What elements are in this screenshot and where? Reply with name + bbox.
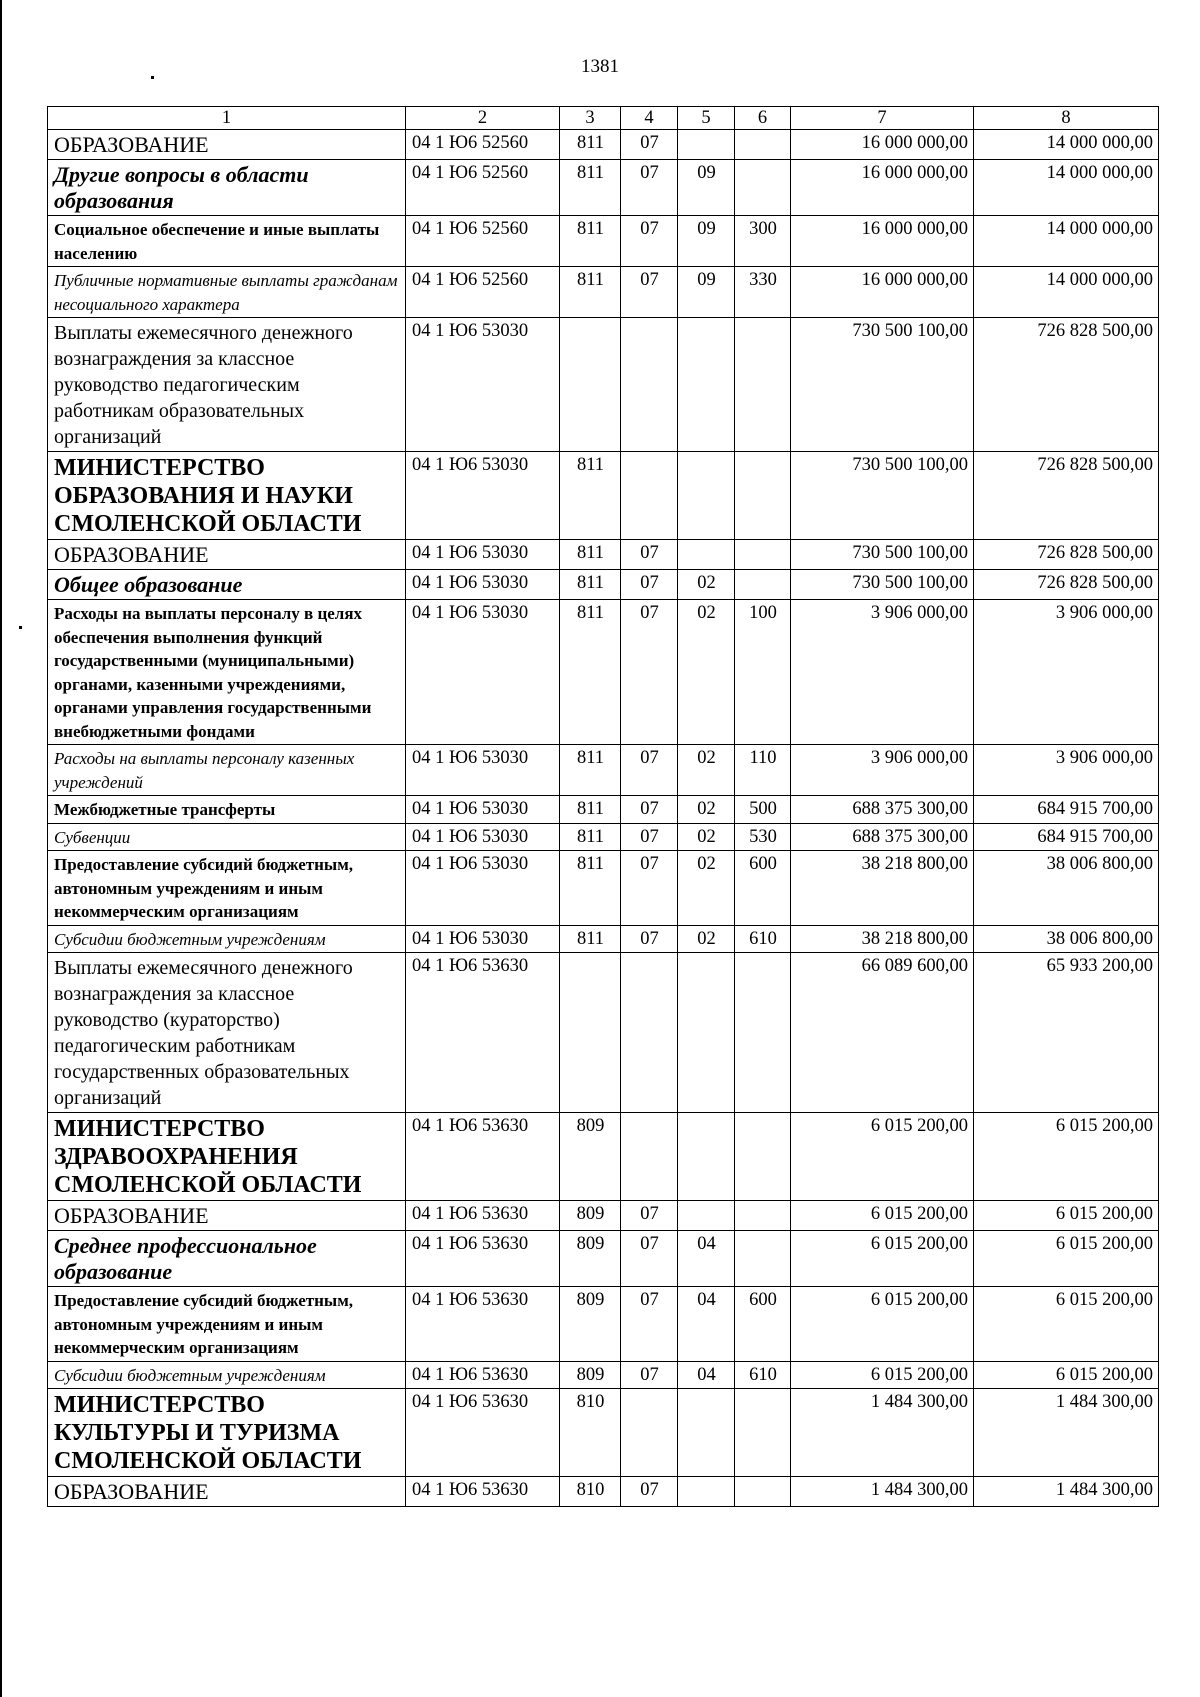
row-name: Публичные нормативные выплаты гражданам несоциального характера: [48, 267, 406, 318]
table-row: [48, 570, 1159, 600]
expense-type-code: [735, 1477, 791, 1507]
target-code: 04 1 Ю6 52560: [406, 216, 560, 267]
expense-type-code: 600: [735, 851, 791, 926]
row-name: Субсидии бюджетным учреждениям: [48, 925, 406, 953]
expense-type-code: [735, 318, 791, 452]
target-code: 04 1 Ю6 53630: [406, 953, 560, 1113]
grbs-code: [560, 318, 621, 452]
expense-type-code: 600: [735, 1287, 791, 1362]
grbs-code: 811: [560, 216, 621, 267]
table-row: [48, 600, 1159, 745]
subsection-code: 09: [678, 267, 735, 318]
subsection-code: 02: [678, 570, 735, 600]
table-row: [48, 1287, 1159, 1362]
table-row: [48, 452, 1159, 540]
section-code: 07: [621, 1361, 678, 1389]
subsection-code: [678, 953, 735, 1113]
target-code: 04 1 Ю6 53030: [406, 796, 560, 824]
target-code: 04 1 Ю6 53630: [406, 1361, 560, 1389]
section-code: 07: [621, 745, 678, 796]
target-code: 04 1 Ю6 53030: [406, 851, 560, 926]
amount-year-1: 3 906 000,00: [791, 600, 974, 745]
expense-type-code: [735, 953, 791, 1113]
amount-year-1: 688 375 300,00: [791, 823, 974, 851]
grbs-code: 811: [560, 570, 621, 600]
subsection-code: 02: [678, 851, 735, 926]
row-name: Социальное обеспечение и иные выплаты населению: [48, 216, 406, 267]
expense-type-code: 100: [735, 600, 791, 745]
row-name: Субсидии бюджетным учреждениям: [48, 1361, 406, 1389]
subsection-code: 04: [678, 1361, 735, 1389]
grbs-code: [560, 953, 621, 1113]
row-name: Среднее профессиональное образование: [48, 1231, 406, 1287]
section-code: 07: [621, 216, 678, 267]
amount-year-2: 726 828 500,00: [974, 540, 1159, 570]
section-code: 07: [621, 570, 678, 600]
row-name: Выплаты ежемесячного денежного вознаграждения за классное руководство (кураторство) педагогическим работникам государственных образовательных организаций: [48, 953, 406, 1113]
table-row: [48, 1361, 1159, 1389]
grbs-code: 811: [560, 925, 621, 953]
column-header: 7: [791, 107, 974, 130]
column-header: 3: [560, 107, 621, 130]
target-code: 04 1 Ю6 53630: [406, 1201, 560, 1231]
expense-type-code: [735, 160, 791, 216]
grbs-code: 809: [560, 1231, 621, 1287]
grbs-code: 809: [560, 1113, 621, 1201]
row-name: Предоставление субсидий бюджетным, автономным учреждениям и иным некоммерческим организациям: [48, 1287, 406, 1362]
amount-year-2: 726 828 500,00: [974, 452, 1159, 540]
subsection-code: 09: [678, 216, 735, 267]
section-code: [621, 452, 678, 540]
amount-year-2: 6 015 200,00: [974, 1201, 1159, 1231]
amount-year-2: 14 000 000,00: [974, 130, 1159, 160]
grbs-code: 811: [560, 851, 621, 926]
target-code: 04 1 Ю6 53030: [406, 745, 560, 796]
scan-dot: [19, 626, 22, 629]
row-name: ОБРАЗОВАНИЕ: [48, 1477, 406, 1507]
amount-year-2: 14 000 000,00: [974, 160, 1159, 216]
table-row: [48, 1477, 1159, 1507]
section-code: 07: [621, 1477, 678, 1507]
amount-year-2: 6 015 200,00: [974, 1113, 1159, 1201]
subsection-code: [678, 1389, 735, 1477]
target-code: 04 1 Ю6 53030: [406, 600, 560, 745]
subsection-code: [678, 1477, 735, 1507]
grbs-code: 811: [560, 823, 621, 851]
expense-type-code: [735, 540, 791, 570]
target-code: 04 1 Ю6 53030: [406, 452, 560, 540]
table-row: [48, 160, 1159, 216]
grbs-code: 811: [560, 796, 621, 824]
column-header: 5: [678, 107, 735, 130]
section-code: [621, 953, 678, 1113]
amount-year-2: 6 015 200,00: [974, 1287, 1159, 1362]
table-row: [48, 267, 1159, 318]
amount-year-2: 6 015 200,00: [974, 1231, 1159, 1287]
amount-year-1: 6 015 200,00: [791, 1231, 974, 1287]
column-header: 8: [974, 107, 1159, 130]
amount-year-1: 6 015 200,00: [791, 1287, 974, 1362]
subsection-code: [678, 452, 735, 540]
grbs-code: 811: [560, 600, 621, 745]
expense-type-code: [735, 570, 791, 600]
expense-type-code: 330: [735, 267, 791, 318]
amount-year-2: 6 015 200,00: [974, 1361, 1159, 1389]
section-code: 07: [621, 600, 678, 745]
column-number-row: [48, 107, 1159, 130]
subsection-code: 02: [678, 823, 735, 851]
row-name: Субвенции: [48, 823, 406, 851]
section-code: 07: [621, 267, 678, 318]
target-code: 04 1 Ю6 53030: [406, 823, 560, 851]
amount-year-1: 16 000 000,00: [791, 130, 974, 160]
subsection-code: [678, 318, 735, 452]
table-row: [48, 823, 1159, 851]
grbs-code: 811: [560, 130, 621, 160]
amount-year-1: 688 375 300,00: [791, 796, 974, 824]
section-code: 07: [621, 1231, 678, 1287]
subsection-code: [678, 1201, 735, 1231]
table-row: [48, 216, 1159, 267]
expense-type-code: 300: [735, 216, 791, 267]
row-name: Расходы на выплаты персоналу казенных учреждений: [48, 745, 406, 796]
section-code: 07: [621, 925, 678, 953]
grbs-code: 811: [560, 452, 621, 540]
table-row: [48, 130, 1159, 160]
row-name: Расходы на выплаты персоналу в целях обеспечения выполнения функций государственными (муниципальными) органами, казенными учреждениями, органами управления государственными внебюджетными фондами: [48, 600, 406, 745]
amount-year-1: 1 484 300,00: [791, 1477, 974, 1507]
amount-year-1: 730 500 100,00: [791, 570, 974, 600]
row-name: МИНИСТЕРСТВО ЗДРАВООХРАНЕНИЯ СМОЛЕНСКОЙ ОБЛАСТИ: [48, 1113, 406, 1201]
amount-year-2: 1 484 300,00: [974, 1477, 1159, 1507]
amount-year-1: 6 015 200,00: [791, 1201, 974, 1231]
table-row: [48, 953, 1159, 1113]
amount-year-2: 684 915 700,00: [974, 796, 1159, 824]
row-name: Выплаты ежемесячного денежного вознаграждения за классное руководство педагогическим работникам образовательных организаций: [48, 318, 406, 452]
column-header: 6: [735, 107, 791, 130]
grbs-code: 811: [560, 745, 621, 796]
table-row: [48, 1201, 1159, 1231]
amount-year-2: 38 006 800,00: [974, 851, 1159, 926]
amount-year-2: 726 828 500,00: [974, 318, 1159, 452]
section-code: 07: [621, 540, 678, 570]
table-row: [48, 318, 1159, 452]
amount-year-1: 3 906 000,00: [791, 745, 974, 796]
amount-year-1: 730 500 100,00: [791, 452, 974, 540]
target-code: 04 1 Ю6 53630: [406, 1477, 560, 1507]
section-code: 07: [621, 130, 678, 160]
grbs-code: 809: [560, 1287, 621, 1362]
target-code: 04 1 Ю6 52560: [406, 130, 560, 160]
row-name: ОБРАЗОВАНИЕ: [48, 130, 406, 160]
target-code: 04 1 Ю6 53630: [406, 1389, 560, 1477]
subsection-code: 02: [678, 745, 735, 796]
target-code: 04 1 Ю6 53630: [406, 1113, 560, 1201]
table-row: [48, 1389, 1159, 1477]
table-row: [48, 1231, 1159, 1287]
expense-type-code: 530: [735, 823, 791, 851]
grbs-code: 810: [560, 1389, 621, 1477]
section-code: 07: [621, 160, 678, 216]
grbs-code: 809: [560, 1361, 621, 1389]
expense-type-code: 610: [735, 1361, 791, 1389]
expense-type-code: [735, 452, 791, 540]
expense-type-code: [735, 1113, 791, 1201]
column-header: 2: [406, 107, 560, 130]
target-code: 04 1 Ю6 52560: [406, 160, 560, 216]
grbs-code: 811: [560, 160, 621, 216]
amount-year-1: 730 500 100,00: [791, 318, 974, 452]
amount-year-1: 6 015 200,00: [791, 1113, 974, 1201]
row-name: МИНИСТЕРСТВО КУЛЬТУРЫ И ТУРИЗМА СМОЛЕНСКОЙ ОБЛАСТИ: [48, 1389, 406, 1477]
expense-type-code: [735, 1231, 791, 1287]
section-code: [621, 318, 678, 452]
expense-type-code: [735, 130, 791, 160]
subsection-code: [678, 130, 735, 160]
section-code: [621, 1389, 678, 1477]
target-code: 04 1 Ю6 53030: [406, 540, 560, 570]
amount-year-1: 730 500 100,00: [791, 540, 974, 570]
section-code: [621, 1113, 678, 1201]
target-code: 04 1 Ю6 53630: [406, 1287, 560, 1362]
amount-year-1: 1 484 300,00: [791, 1389, 974, 1477]
amount-year-2: 3 906 000,00: [974, 600, 1159, 745]
subsection-code: 02: [678, 600, 735, 745]
target-code: 04 1 Ю6 53630: [406, 1231, 560, 1287]
subsection-code: 04: [678, 1231, 735, 1287]
table-row: [48, 796, 1159, 824]
expense-type-code: 500: [735, 796, 791, 824]
grbs-code: 810: [560, 1477, 621, 1507]
expense-type-code: 610: [735, 925, 791, 953]
amount-year-2: 3 906 000,00: [974, 745, 1159, 796]
budget-table: [47, 106, 1159, 1507]
amount-year-1: 16 000 000,00: [791, 267, 974, 318]
row-name: Другие вопросы в области образования: [48, 160, 406, 216]
subsection-code: [678, 540, 735, 570]
grbs-code: 809: [560, 1201, 621, 1231]
scan-edge-line: [0, 0, 2, 1697]
target-code: 04 1 Ю6 53030: [406, 318, 560, 452]
table-row: [48, 540, 1159, 570]
grbs-code: 811: [560, 267, 621, 318]
section-code: 07: [621, 1287, 678, 1362]
section-code: 07: [621, 851, 678, 926]
grbs-code: 811: [560, 540, 621, 570]
amount-year-1: 6 015 200,00: [791, 1361, 974, 1389]
amount-year-2: 14 000 000,00: [974, 216, 1159, 267]
row-name: Общее образование: [48, 570, 406, 600]
subsection-code: 04: [678, 1287, 735, 1362]
amount-year-2: 684 915 700,00: [974, 823, 1159, 851]
row-name: ОБРАЗОВАНИЕ: [48, 540, 406, 570]
table-row: [48, 925, 1159, 953]
table-row: [48, 1113, 1159, 1201]
subsection-code: 02: [678, 796, 735, 824]
expense-type-code: [735, 1389, 791, 1477]
amount-year-2: 1 484 300,00: [974, 1389, 1159, 1477]
row-name: Межбюджетные трансферты: [48, 796, 406, 824]
section-code: 07: [621, 796, 678, 824]
table-row: [48, 745, 1159, 796]
column-header: 4: [621, 107, 678, 130]
budget-table-body: [48, 130, 1159, 1507]
target-code: 04 1 Ю6 53030: [406, 925, 560, 953]
amount-year-2: 726 828 500,00: [974, 570, 1159, 600]
amount-year-1: 66 089 600,00: [791, 953, 974, 1113]
amount-year-1: 38 218 800,00: [791, 851, 974, 926]
column-header: 1: [48, 107, 406, 130]
amount-year-2: 65 933 200,00: [974, 953, 1159, 1113]
row-name: ОБРАЗОВАНИЕ: [48, 1201, 406, 1231]
amount-year-1: 16 000 000,00: [791, 216, 974, 267]
table-row: [48, 851, 1159, 926]
expense-type-code: [735, 1201, 791, 1231]
amount-year-1: 16 000 000,00: [791, 160, 974, 216]
subsection-code: 09: [678, 160, 735, 216]
row-name: МИНИСТЕРСТВО ОБРАЗОВАНИЯ И НАУКИ СМОЛЕНСКОЙ ОБЛАСТИ: [48, 452, 406, 540]
amount-year-2: 14 000 000,00: [974, 267, 1159, 318]
expense-type-code: 110: [735, 745, 791, 796]
target-code: 04 1 Ю6 53030: [406, 570, 560, 600]
subsection-code: 02: [678, 925, 735, 953]
page-number: 1381: [581, 56, 619, 77]
amount-year-2: 38 006 800,00: [974, 925, 1159, 953]
subsection-code: [678, 1113, 735, 1201]
section-code: 07: [621, 1201, 678, 1231]
section-code: 07: [621, 823, 678, 851]
amount-year-1: 38 218 800,00: [791, 925, 974, 953]
target-code: 04 1 Ю6 52560: [406, 267, 560, 318]
row-name: Предоставление субсидий бюджетным, автономным учреждениям и иным некоммерческим организациям: [48, 851, 406, 926]
